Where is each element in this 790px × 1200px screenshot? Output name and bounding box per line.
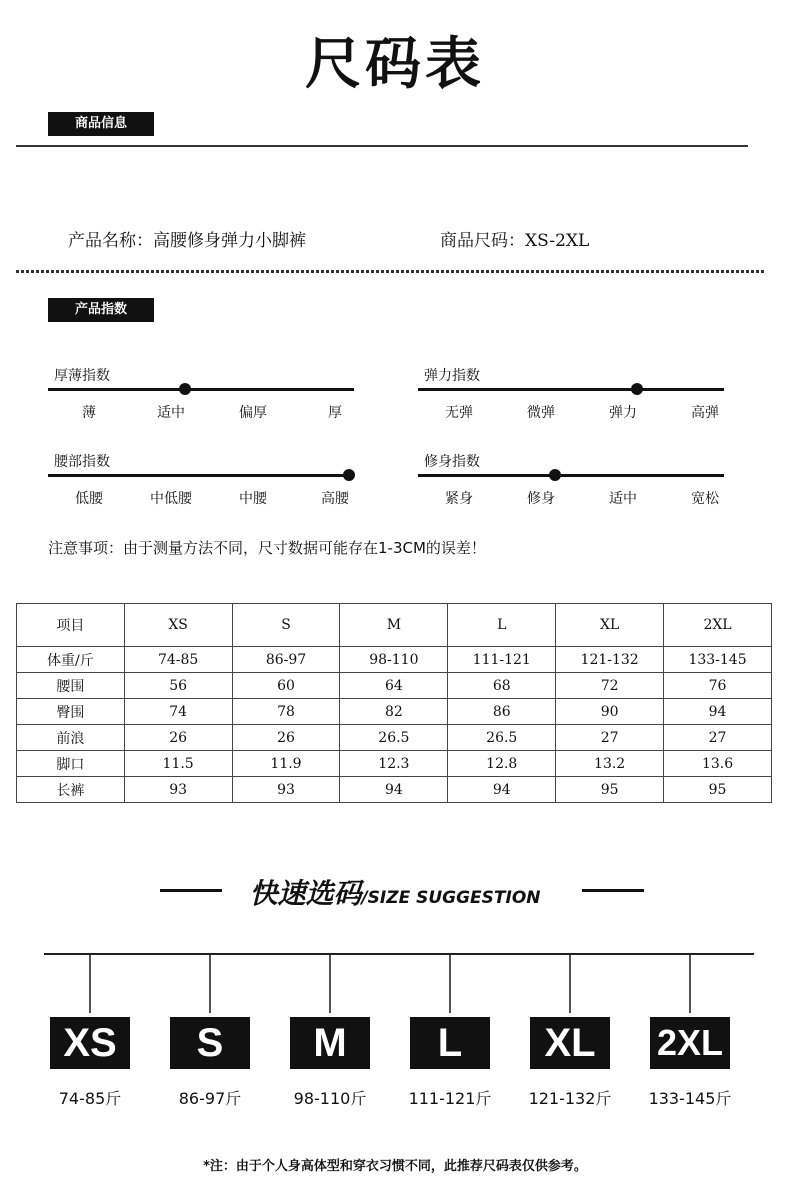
product-name xyxy=(68,226,306,251)
table-cell: 98-110 xyxy=(340,647,448,673)
table-cell: 94 xyxy=(664,699,772,725)
quick-select-heading xyxy=(0,872,790,912)
table-cell: 长裤 xyxy=(17,777,125,803)
size-connector-tick xyxy=(569,955,571,1013)
table-cell: 12.8 xyxy=(448,751,556,777)
index-option-label: 高腰 xyxy=(321,491,349,507)
table-cell: 腰围 xyxy=(17,673,125,699)
table-cell: 72 xyxy=(556,673,664,699)
index-selected-marker xyxy=(343,469,355,481)
size-box-s: S xyxy=(170,1017,250,1069)
index-option-label: 微弹 xyxy=(527,405,555,421)
table-cell: 74 xyxy=(124,699,232,725)
product-name-label: 产品名称： xyxy=(68,231,153,251)
size-connector-tick xyxy=(89,955,91,1013)
index-option-label: 紧身 xyxy=(445,491,473,507)
size-weight-range: 98-110斤 xyxy=(293,1089,367,1108)
size-box-l: L xyxy=(410,1017,490,1069)
table-cell: 93 xyxy=(232,777,340,803)
table-cell: 95 xyxy=(556,777,664,803)
table-cell: 93 xyxy=(124,777,232,803)
dashed-divider xyxy=(16,270,766,273)
index-scale-line xyxy=(48,388,354,391)
product-name-value: 高腰修身弹力小脚裤 xyxy=(153,231,306,251)
table-row xyxy=(17,777,772,803)
index-option-label: 厚 xyxy=(328,405,342,421)
index-scale-line xyxy=(418,474,724,477)
size-table xyxy=(16,603,772,803)
size-box-m: M xyxy=(290,1017,370,1069)
size-connector-tick xyxy=(689,955,691,1013)
index-option-label: 修身 xyxy=(527,491,555,507)
size-connector-tick xyxy=(449,955,451,1013)
table-cell: 82 xyxy=(340,699,448,725)
table-cell: 11.5 xyxy=(124,751,232,777)
table-cell: 94 xyxy=(448,777,556,803)
table-cell: 94 xyxy=(340,777,448,803)
size-connector-tick xyxy=(329,955,331,1013)
table-cell: 27 xyxy=(556,725,664,751)
table-cell: 13.6 xyxy=(664,751,772,777)
table-cell: 11.9 xyxy=(232,751,340,777)
table-cell: 90 xyxy=(556,699,664,725)
table-cell: 111-121 xyxy=(448,647,556,673)
size-weight-range: 86-97斤 xyxy=(178,1089,242,1108)
table-cell: 76 xyxy=(664,673,772,699)
table-cell: 133-145 xyxy=(664,647,772,673)
divider xyxy=(16,145,748,147)
table-row xyxy=(17,699,772,725)
size-box-xs: XS xyxy=(50,1017,130,1069)
index-option-label: 低腰 xyxy=(75,491,103,507)
size-box-2xl: 2XL xyxy=(650,1017,730,1069)
table-cell: 脚口 xyxy=(17,751,125,777)
table-cell: 12.3 xyxy=(340,751,448,777)
table-header-cell: XS xyxy=(124,604,232,647)
index-title: 厚薄指数 xyxy=(54,368,110,384)
table-header-cell: 2XL xyxy=(664,604,772,647)
table-row xyxy=(17,751,772,777)
table-header-cell: XL xyxy=(556,604,664,647)
table-header-cell: S xyxy=(232,604,340,647)
index-option-label: 无弹 xyxy=(445,405,473,421)
table-header-cell: M xyxy=(340,604,448,647)
index-option-label: 中腰 xyxy=(239,491,267,507)
index-title: 腰部指数 xyxy=(54,454,110,470)
table-cell: 26 xyxy=(124,725,232,751)
table-cell: 26.5 xyxy=(340,725,448,751)
table-header-cell: 项目 xyxy=(17,604,125,647)
size-weight-range: 121-132斤 xyxy=(528,1089,612,1108)
footnote: *注：由于个人身高体型和穿衣习惯不同，此推荐尺码表仅供参考。 xyxy=(203,1159,587,1174)
table-row xyxy=(17,673,772,699)
index-option-label: 适中 xyxy=(157,405,185,421)
table-cell: 13.2 xyxy=(556,751,664,777)
index-title: 弹力指数 xyxy=(424,368,480,384)
product-size-value: XS-2XL xyxy=(525,231,590,251)
table-cell: 86 xyxy=(448,699,556,725)
index-option-label: 适中 xyxy=(609,491,637,507)
index-title: 修身指数 xyxy=(424,454,480,470)
size-weight-range: 111-121斤 xyxy=(408,1089,492,1108)
table-cell: 68 xyxy=(448,673,556,699)
product-size-label: 商品尺码： xyxy=(440,231,525,251)
index-selected-marker xyxy=(179,383,191,395)
size-rail xyxy=(44,953,754,955)
page-title: 尺码表 xyxy=(305,32,485,97)
measurement-note: 注意事项：由于测量方法不同，尺寸数据可能存在1-3CM的误差！ xyxy=(48,539,486,557)
size-weight-range: 133-145斤 xyxy=(648,1089,732,1108)
table-cell: 95 xyxy=(664,777,772,803)
size-weight-range: 74-85斤 xyxy=(58,1089,122,1108)
table-cell: 74-85 xyxy=(124,647,232,673)
index-selected-marker xyxy=(549,469,561,481)
quick-select-subtitle: /SIZE SUGGESTION xyxy=(361,888,541,908)
index-option-label: 高弹 xyxy=(691,405,719,421)
index-scale-line xyxy=(48,474,354,477)
table-cell: 78 xyxy=(232,699,340,725)
table-header-row xyxy=(17,604,772,647)
table-cell: 60 xyxy=(232,673,340,699)
section-tag-product-info: 商品信息 xyxy=(48,112,154,136)
size-box-xl: XL xyxy=(530,1017,610,1069)
index-option-label: 宽松 xyxy=(691,491,719,507)
index-option-label: 中低腰 xyxy=(150,491,192,507)
table-cell: 27 xyxy=(664,725,772,751)
size-connector-tick xyxy=(209,955,211,1013)
index-selected-marker xyxy=(631,383,643,395)
table-cell: 86-97 xyxy=(232,647,340,673)
table-cell: 56 xyxy=(124,673,232,699)
table-cell: 26 xyxy=(232,725,340,751)
index-option-label: 弹力 xyxy=(609,405,637,421)
index-scale-line xyxy=(418,388,724,391)
index-option-label: 薄 xyxy=(82,405,96,421)
section-tag-product-index: 产品指数 xyxy=(48,298,154,322)
quick-select-title: 快速选码 xyxy=(249,877,362,910)
table-row xyxy=(17,647,772,673)
table-cell: 26.5 xyxy=(448,725,556,751)
index-option-label: 偏厚 xyxy=(239,405,267,421)
table-cell: 121-132 xyxy=(556,647,664,673)
product-size xyxy=(440,226,589,251)
table-cell: 臀围 xyxy=(17,699,125,725)
table-header-cell: L xyxy=(448,604,556,647)
table-cell: 64 xyxy=(340,673,448,699)
table-cell: 前浪 xyxy=(17,725,125,751)
table-cell: 体重/斤 xyxy=(17,647,125,673)
table-row xyxy=(17,725,772,751)
